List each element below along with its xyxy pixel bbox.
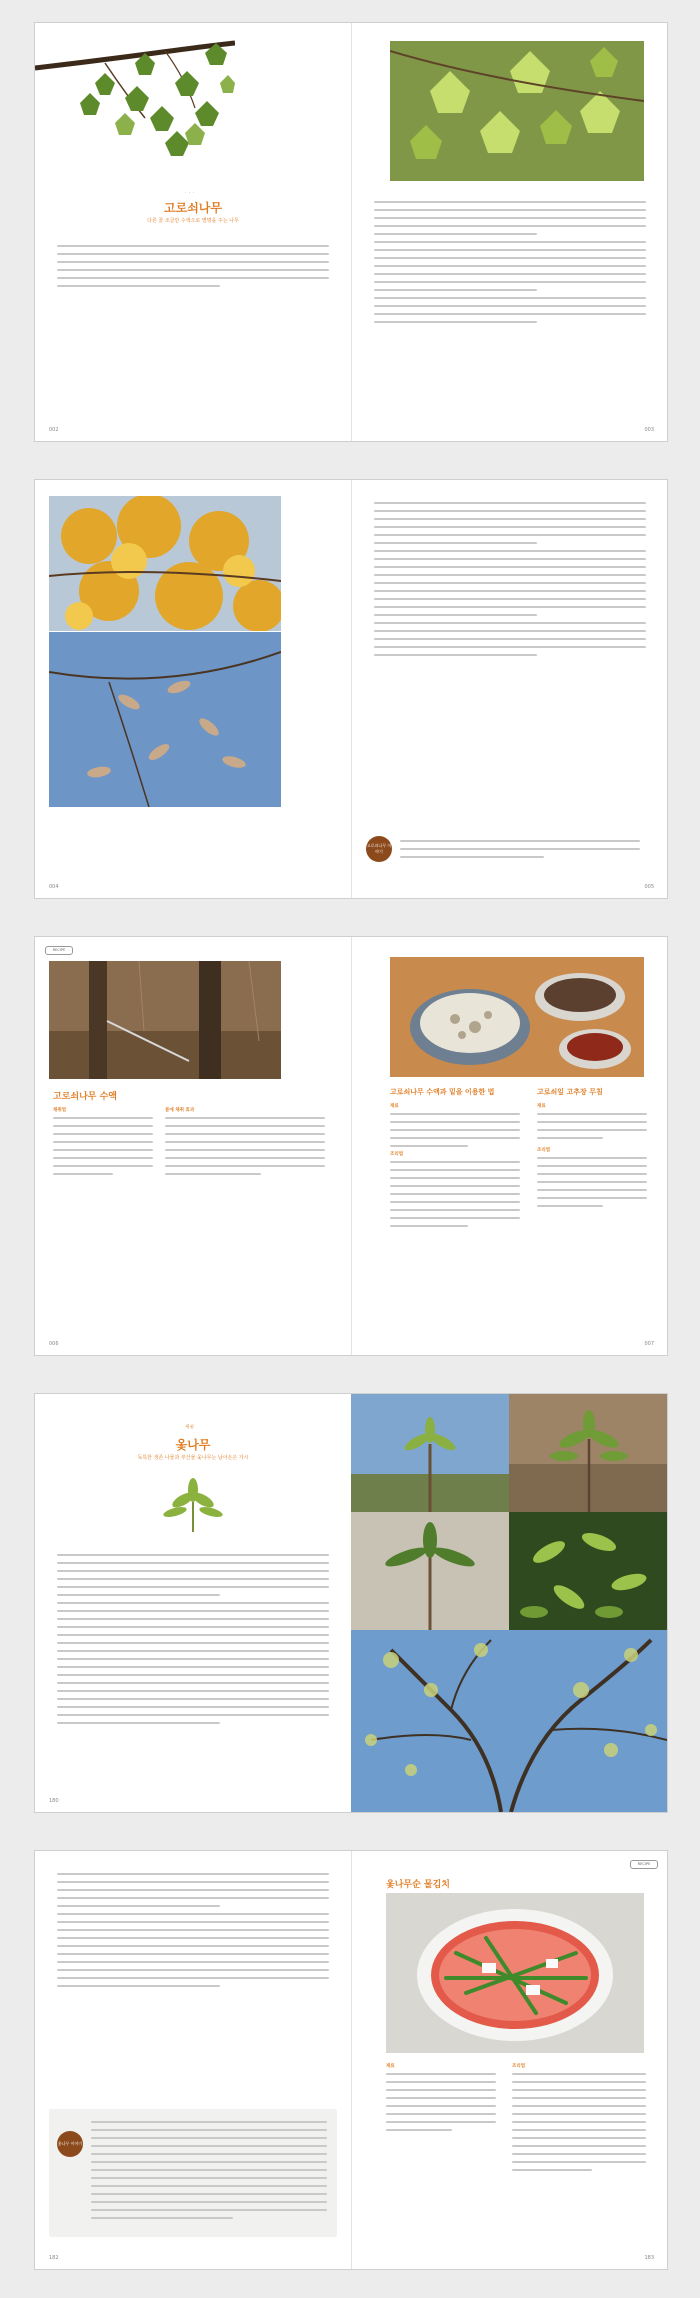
book-spread-5: [34, 1850, 668, 2270]
page-006: [35, 937, 351, 1355]
page-007: [351, 937, 668, 1355]
effect-text: [165, 1117, 325, 1181]
sumac-sprout-photo: [145, 1472, 241, 1536]
method-text: [512, 2073, 646, 2177]
maple-branch-illustration: [35, 23, 235, 173]
recipe-title-1: 고로쇠나무 수액과 밑을 이용한 법: [390, 1088, 495, 1096]
page-subtitle: 독특한 생존 나물과 부산물 옻나무는 남아온은 가시: [137, 1455, 249, 1461]
sumac-photo-2: [509, 1394, 667, 1512]
story-badge: 옻나무 이야기: [57, 2131, 83, 2157]
sumac-canopy-illustration: [351, 1630, 667, 1812]
recipe-tag: RECIPE: [45, 946, 73, 955]
water-kimchi-illustration: [386, 1893, 644, 2053]
page-180: [35, 1394, 351, 1812]
page-number: 182: [49, 2255, 59, 2261]
dish-photo: [390, 957, 644, 1077]
maple-seeds-photo: [49, 632, 281, 807]
body-text-block: [57, 245, 329, 293]
story-badge: 고로쇠나무 이야기: [366, 836, 392, 862]
recipe-tag: RECIPE: [630, 1860, 658, 1869]
body-text-block: [374, 201, 646, 329]
yellow-leaves-illustration: [49, 496, 281, 631]
maple-seeds-illustration: [49, 632, 281, 807]
ingredients-head-2: 재료: [537, 1104, 546, 1109]
maple-leaves-illustration: [390, 41, 644, 181]
section-head-effect: 봄에 채취 효과: [165, 1108, 195, 1113]
recipe-title-2: 고로쇠잎 고추장 무침: [537, 1088, 603, 1096]
sumac-photo-4: [509, 1512, 667, 1630]
book-spread-1: [34, 22, 668, 442]
body-text-block: [57, 1873, 329, 1993]
photo-grid-page: [351, 1394, 667, 1812]
ingredients-text: [390, 1113, 520, 1153]
title-ornament: · · ·: [185, 191, 195, 196]
ingredients-head: 재료: [386, 2064, 395, 2069]
title-tag: 새순: [185, 1425, 195, 1430]
sumac-sky-illustration: [351, 1394, 509, 1512]
page-002: [35, 23, 351, 441]
book-spread-3: [34, 936, 668, 1356]
page-number: 003: [644, 427, 654, 433]
page-subtitle: 다른 꿀 조금만 수액으로 별명을 주는 나무: [147, 218, 239, 224]
sumac-photo-1: [351, 1394, 509, 1512]
harvest-text: [53, 1117, 153, 1181]
sprout-illustration: [145, 1472, 241, 1536]
page-005: [351, 480, 668, 898]
sumac-tree-illustration: [351, 1512, 509, 1630]
page-number: 007: [644, 1341, 654, 1347]
ingredients-text: [386, 2073, 496, 2137]
page-title: 고로쇠나무: [164, 201, 222, 215]
sumac-photo-5: [351, 1630, 667, 1812]
page-182: [35, 1851, 351, 2269]
yellow-autumn-leaves-photo: [49, 496, 281, 631]
kimchi-photo: [386, 1893, 644, 2053]
sumac-photo-3: [351, 1512, 509, 1630]
note-text-block: [91, 2121, 327, 2225]
body-text-block: [374, 502, 646, 662]
method-head-2: 조리법: [537, 1148, 551, 1153]
maple-branch-photo: [35, 23, 235, 173]
page-004: [35, 480, 351, 898]
page-number: 004: [49, 884, 59, 890]
method-text-2: [537, 1157, 647, 1213]
sumac-leaves-illustration: [509, 1512, 667, 1630]
ingredients-head: 재료: [390, 1104, 399, 1109]
page-number: 002: [49, 427, 59, 433]
recipe-title: 고로쇠나무 수액: [53, 1092, 117, 1102]
page-title: 옻나무: [175, 1438, 211, 1452]
page-number: 005: [644, 884, 654, 890]
note-text-block: [400, 840, 640, 864]
page-number: 006: [49, 1341, 59, 1347]
page-number: 180: [49, 1798, 59, 1804]
body-text-block: [57, 1554, 329, 1730]
dishes-illustration: [390, 957, 644, 1077]
book-spread-2: [34, 479, 668, 899]
section-head-harvest: 채취법: [53, 1108, 67, 1113]
maple-leaves-photo: [390, 41, 644, 181]
ingredients-text-2: [537, 1113, 647, 1145]
method-text: [390, 1161, 520, 1233]
page-number: 183: [644, 2255, 654, 2261]
sap-collection-illustration: [49, 961, 281, 1079]
recipe-title: 옻나무순 물김치: [386, 1880, 450, 1890]
sumac-ground-illustration: [509, 1394, 667, 1512]
book-spread-4: [34, 1393, 668, 1813]
method-head: 조리법: [512, 2064, 526, 2069]
page-003: [351, 23, 668, 441]
page-183: [351, 1851, 668, 2269]
method-head: 조리법: [390, 1152, 404, 1157]
sap-collection-photo: [49, 961, 281, 1079]
